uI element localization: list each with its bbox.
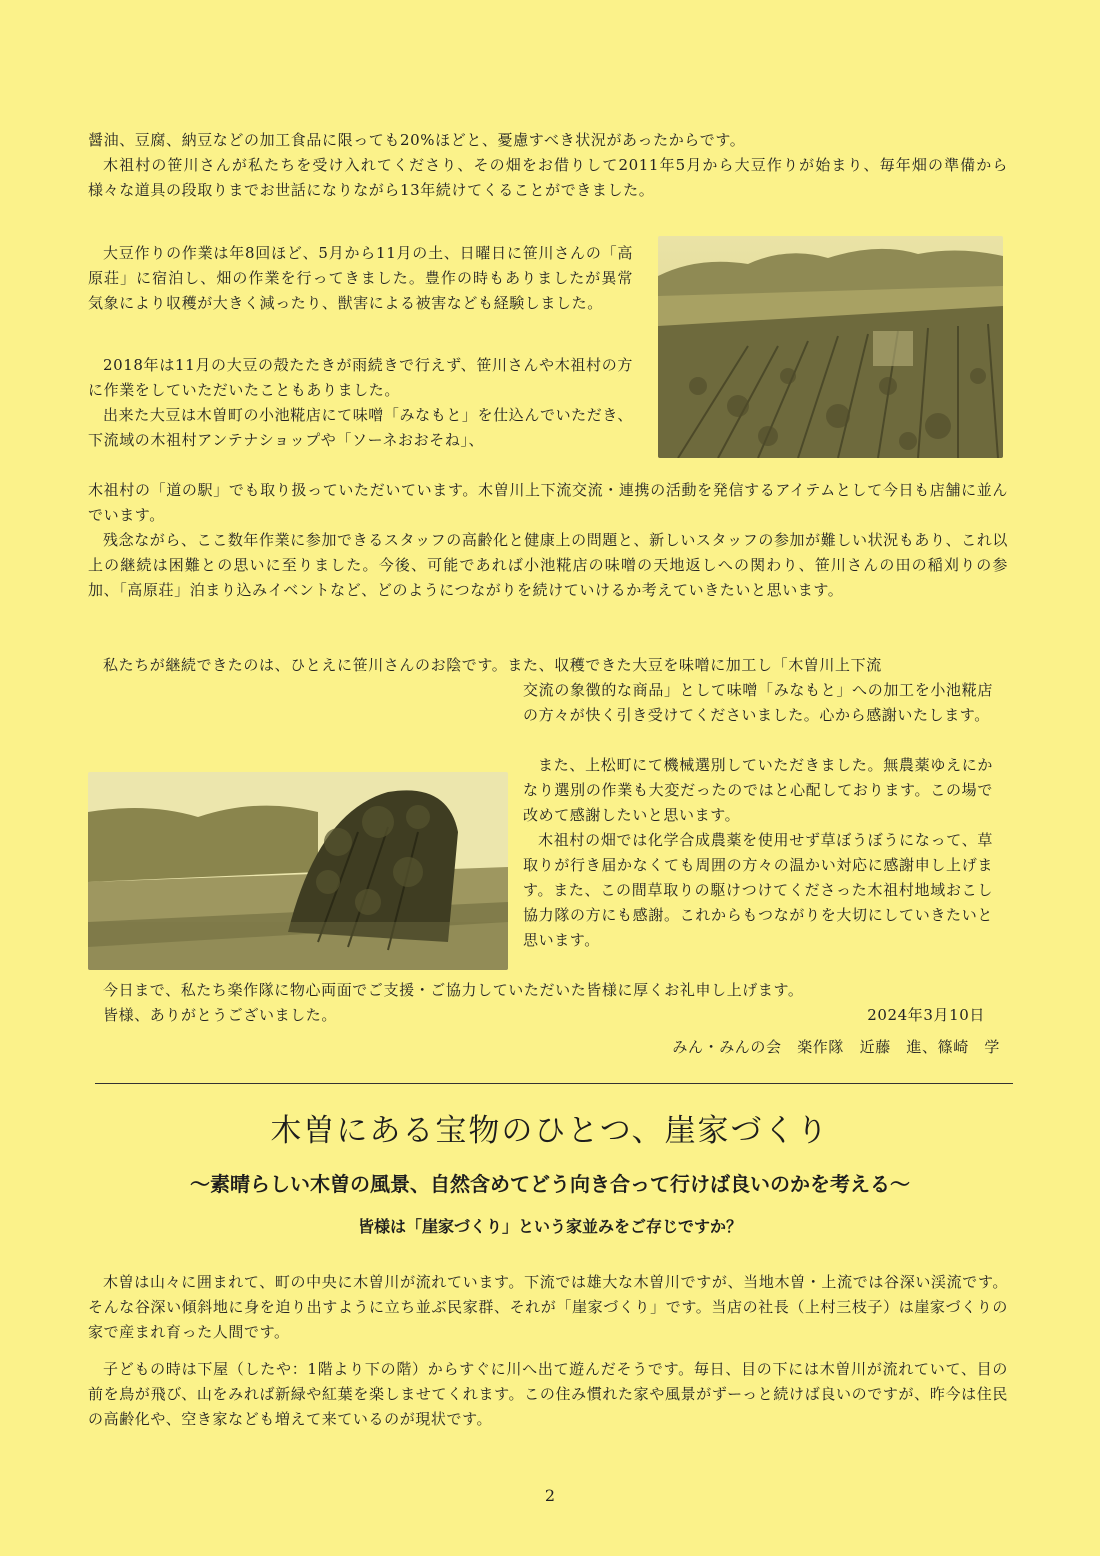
article1-paragraph-10: 今日まで、私たち楽作隊に物心両面でご支援・ご協力していただいた皆様に厚くお礼申し上げます。	[103, 981, 804, 999]
article1-paragraph-1: 醤油、豆腐、納豆などの加工食品に限っても20%ほどと、憂慮すべき状況があったからです。	[88, 131, 746, 149]
article1-paragraph-8: また、上松町にて機械選別していただきました。無農薬ゆえにかなり選別の作業も大変だったのではと心配しております。この場で改めて感謝したいと思います。	[523, 756, 993, 824]
article1-signature: みん・みんの会 楽作隊 近藤 進、篠崎 学	[672, 1038, 1000, 1056]
article1-paragraph-9: 木祖村の畑では化学合成農薬を使用せず草ぼうぼうになって、草取りが行き届かなくても周囲の方々の温かい対応に感謝申し上げます。また、この間草取りの駆けつけてくださった木祖村地域おこし協力隊の方にも感謝。これからもつながりを大切にしていきたいと思います。	[523, 831, 993, 949]
article2-subtitle: ～素晴らしい木曽の風景、自然含めてどう向き合って行けば良いのかを考える～	[190, 1172, 910, 1196]
section-divider	[95, 1083, 1013, 1084]
article1-paragraph-7b: 交流の象徴的な商品」として味噌「みなもと」への加工を小池糀店の方々が快く引き受けてくださいました。心から感謝いたします。	[523, 681, 993, 724]
article1-paragraph-11: 皆様、ありがとうございました。	[103, 1006, 338, 1024]
soybean-field-photo	[658, 236, 1003, 458]
page-number: 2	[544, 1486, 556, 1505]
article1-paragraph-7a: 私たちが継続できたのは、ひとえに笹川さんのお陰です。また、収穫できた大豆を味噌に加工し「木曽川上下流	[103, 656, 882, 674]
article1-paragraph-5a: 出来た大豆は木曽町の小池糀店にて味噌「みなもと」を仕込んでいただき、下流域の木祖村アンテナショップや「ソーネおおそね」、	[88, 406, 633, 449]
article1-paragraph-2: 木祖村の笹川さんが私たちを受け入れてくださり、その畑をお借りして2011年5月から大豆作りが始まり、毎年畑の準備から様々な道具の段取りまでお世話になりながら13年続けてくることができました。	[88, 156, 1008, 199]
article2-title: 木曽にある宝物のひとつ、崖家づくり	[270, 1113, 830, 1149]
article1-date: 2024年3月10日	[867, 1006, 985, 1024]
article2-paragraph-2: 子どもの時は下屋（したや：1階より下の階）からすぐに川へ出て遊んだそうです。毎日、目の下には木曽川が流れていて、目の前を鳥が飛び、山をみれば新緑や紅葉を楽しませてくれます。この住み慣れた家や風景がずーっと続けば良いのですが、昨今は住民の高齢化や、空き家なども増えて来ているのが現状です。	[88, 1360, 1008, 1428]
article1-paragraph-4: 2018年は11月の大豆の殻たたきが雨続きで行えず、笹川さんや木祖村の方に作業をしていただいたこともありました。	[88, 356, 633, 399]
article1-paragraph-5b: 木祖村の「道の駅」でも取り扱っていただいています。木曽川上下流交流・連携の活動を発信するアイテムとして今日も店舗に並んでいます。	[88, 481, 1008, 524]
harvest-stack-photo	[88, 772, 508, 970]
article1-paragraph-3: 大豆作りの作業は年8回ほど、5月から11月の土、日曜日に笹川さんの「高原荘」に宿泊し、畑の作業を行ってきました。豊作の時もありましたが異常気象により収穫が大きく減ったり、獣害による被害なども経験しました。	[88, 244, 633, 312]
article1-paragraph-6: 残念ながら、ここ数年作業に参加できるスタッフの高齢化と健康上の問題と、新しいスタッフの参加が難しい状況もあり、これ以上の継続は困難との思いに至りました。今後、可能であれば小池糀店の味噌の天地返しへの関わり、笹川さんの田の稲刈りの参加、「高原荘」泊まり込みイベントなど、どのようにつながりを続けていけるか考えていきたいと思います。	[88, 531, 1008, 599]
article2-question: 皆様は「崖家づくり」という家並みをご存じですか？	[357, 1217, 742, 1236]
article2-paragraph-1: 木曽は山々に囲まれて、町の中央に木曽川が流れています。下流では雄大な木曽川ですが、当地木曽・上流では谷深い渓流です。そんな谷深い傾斜地に身を迫り出すように立ち並ぶ民家群、それが「崖家づくり」です。当店の社長（上村三枝子）は崖家づくりの家で産まれ育った人間です。	[88, 1273, 1008, 1341]
